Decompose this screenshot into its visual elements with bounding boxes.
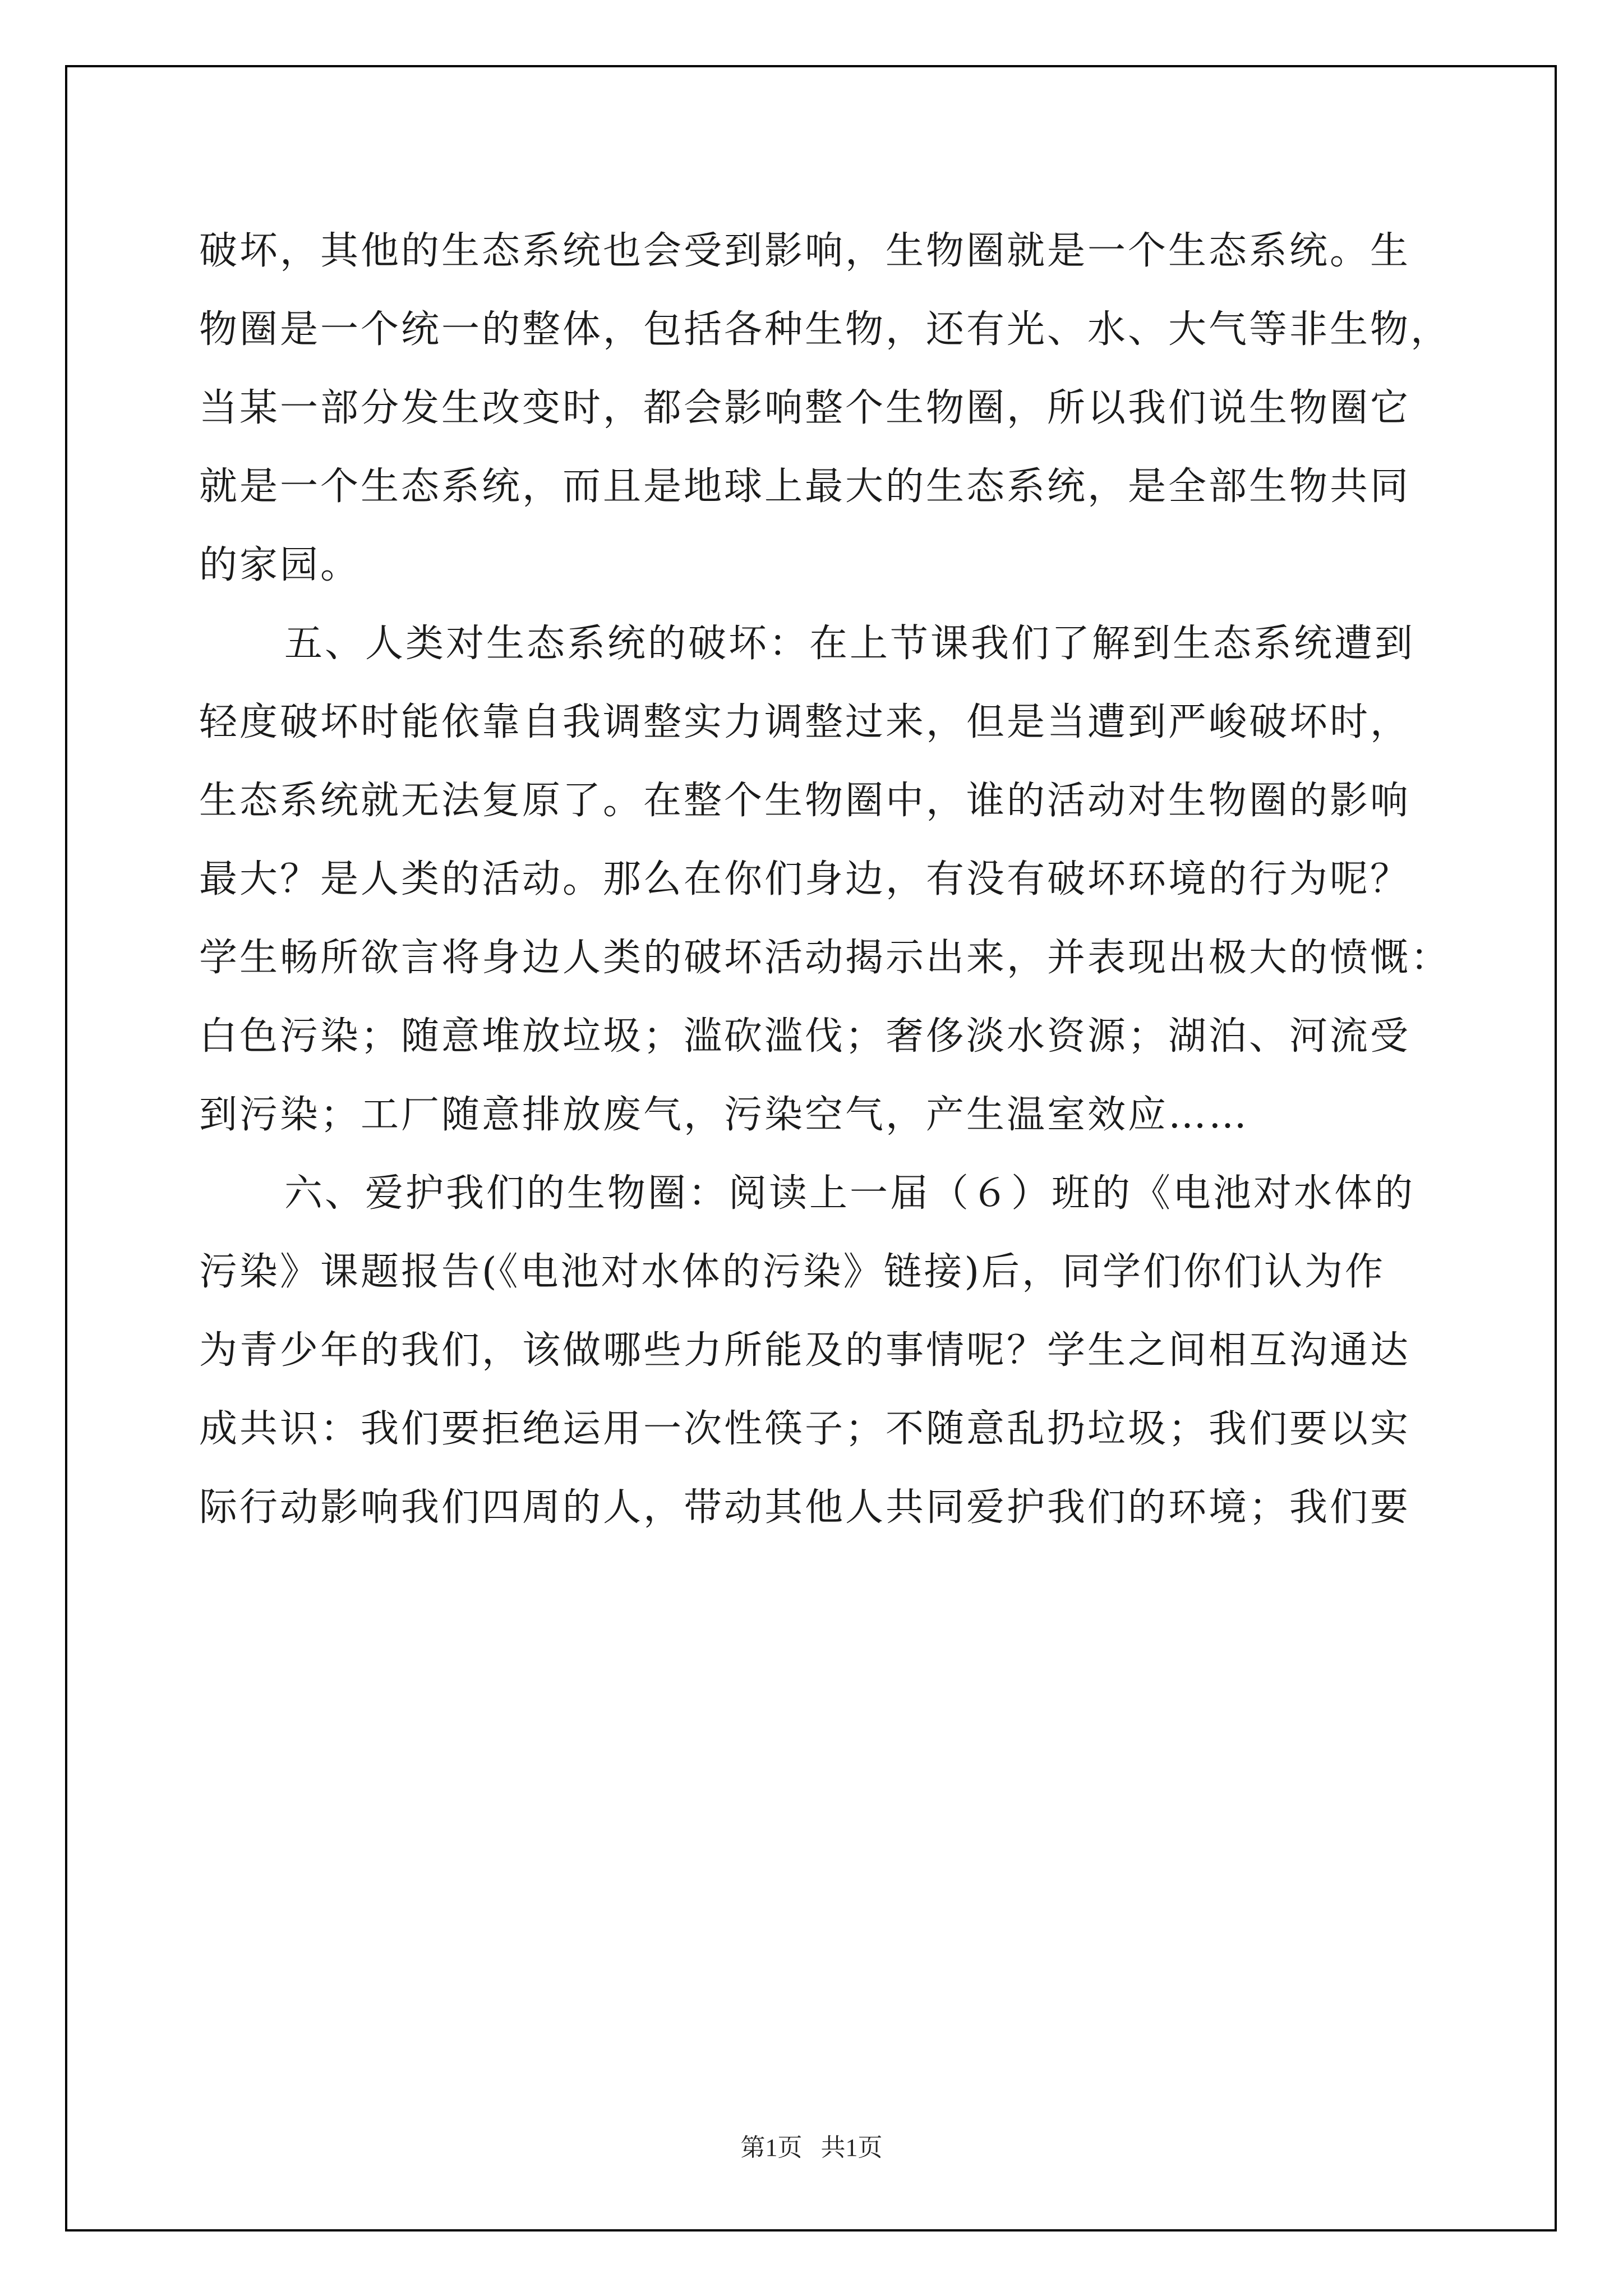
text-line: 最大？是人类的活动。那么在你们身边，有没有破坏环境的行为呢？ <box>199 857 1411 901</box>
text-line: 物圈是一个统一的整体，包括各种生物，还有光、水、大气等非生物， <box>199 307 1451 352</box>
text-line: 当某一部分发生改变时，都会影响整个生物圈，所以我们说生物圈它 <box>199 386 1411 430</box>
text-line: 为青少年的我们，该做哪些力所能及的事情呢？学生之间相互沟通达 <box>199 1328 1411 1373</box>
text-line: 成共识：我们要拒绝运用一次性筷子；不随意乱扔垃圾；我们要以实 <box>199 1407 1411 1451</box>
text-line: 到污染；工厂随意排放废气，污染空气，产生温室效应…… <box>199 1093 1249 1137</box>
text-line: 学生畅所欲言将身边人类的破坏活动揭示出来，并表现出极大的愤慨： <box>199 936 1451 980</box>
text-line: 白色污染；随意堆放垃圾；滥砍滥伐；奢侈淡水资源；湖泊、河流受 <box>199 1014 1411 1059</box>
text-line: 的家园。 <box>199 543 361 587</box>
text-line: 生态系统就无法复原了。在整个生物圈中，谁的活动对生物圈的影响 <box>199 779 1411 823</box>
text-line: 破坏，其他的生态系统也会受到影响，生物圈就是一个生态系统。生 <box>199 229 1411 273</box>
document-body <box>199 212 1451 1547</box>
text-line: 轻度破坏时能依靠自我调整实力调整过来，但是当遭到严峻破坏时， <box>199 700 1411 744</box>
page-number: 第1页 <box>740 2134 803 2161</box>
text-line: 际行动影响我们四周的人，带动其他人共同爱护我们的环境；我们要 <box>199 1485 1411 1530</box>
page-footer <box>0 2127 1623 2163</box>
text-line: 就是一个生态系统，而且是地球上最大的生态系统，是全部生物共同 <box>199 464 1411 509</box>
paragraph-six-start: 六、爱护我们的生物圈：阅读上一届（６）班的《电池对水体的 <box>284 1171 1415 1216</box>
text-line: 污染》课题报告(《电池对水体的污染》链接)后，同学们你们认为作 <box>199 1250 1386 1294</box>
paragraph-five-start: 五、人类对生态系统的破坏：在上节课我们了解到生态系统遭到 <box>284 622 1415 666</box>
page-total: 共1页 <box>820 2134 883 2161</box>
